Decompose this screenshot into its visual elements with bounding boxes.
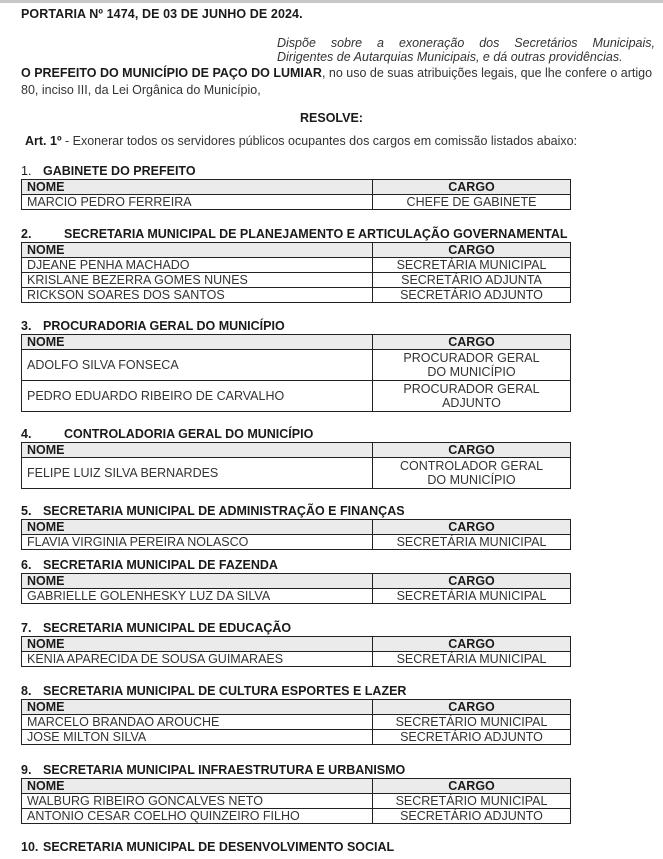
header-cargo: CARGO	[373, 443, 571, 458]
exoneration-table	[21, 636, 571, 667]
section-gabinete	[21, 164, 571, 210]
table-row: FELIPE LUIZ SILVA BERNARDES CONTROLADOR GERAL DO MUNICÍPIO	[22, 458, 571, 489]
header-cargo: CARGO	[373, 700, 571, 715]
table-row: PEDRO EDUARDO RIBEIRO DE CARVALHO PROCURADOR GERAL ADJUNTO	[22, 381, 571, 412]
section-title: 9. SECRETARIA MUNICIPAL INFRAESTRUTURA E URBANISMO	[21, 763, 406, 777]
top-divider	[0, 0, 663, 3]
header-cargo: CARGO	[373, 335, 571, 350]
section-title: 8. SECRETARIA MUNICIPAL DE CULTURA ESPORTES E LAZER	[21, 684, 407, 698]
header-cargo: CARGO	[373, 180, 571, 195]
section-title: 5. SECRETARIA MUNICIPAL DE ADMINISTRAÇÃO E FINANÇAS	[21, 504, 405, 518]
article-label: Art. 1º	[25, 134, 62, 148]
section-educacao	[21, 621, 571, 667]
section-planejamento	[21, 227, 571, 303]
header-nome: NOME	[22, 637, 373, 652]
ementa-line-2: Dirigentes de Autarquias Municipais, e dá outras providências.	[277, 50, 623, 64]
table-row: KRISLANE BEZERRA GOMES NUNES SECRETÁRIO ADJUNTA	[22, 273, 571, 288]
section-procuradoria	[21, 319, 571, 412]
resolve-heading: RESOLVE:	[300, 111, 363, 125]
header-nome: NOME	[22, 700, 373, 715]
section-fazenda	[21, 558, 571, 604]
exoneration-table	[21, 242, 571, 303]
exoneration-table	[21, 334, 571, 412]
ementa-line-1: Dispõe sobre a exoneração dos Secretários Municipais,	[277, 36, 655, 50]
article-1	[25, 134, 577, 148]
header-cargo: CARGO	[373, 243, 571, 258]
exoneration-table	[21, 699, 571, 745]
header-cargo: CARGO	[373, 520, 571, 535]
header-nome: NOME	[22, 180, 373, 195]
document-title: PORTARIA Nº 1474, DE 03 DE JUNHO DE 2024.	[21, 7, 303, 21]
ementa	[277, 36, 655, 64]
section-administracao	[21, 504, 571, 550]
section-desenvolvimento-social	[21, 840, 571, 855]
section-title: 6. SECRETARIA MUNICIPAL DE FAZENDA	[21, 558, 278, 572]
table-row: MARCIO PEDRO FERREIRA CHEFE DE GABINETE	[22, 195, 571, 210]
exoneration-table	[21, 442, 571, 489]
article-text: - Exonerar todos os servidores públicos ocupantes dos cargos em comissão listados abaixo:	[61, 134, 578, 148]
header-nome: NOME	[22, 520, 373, 535]
preamble-authority: O PREFEITO DO MUNICÍPIO DE PAÇO DO LUMIAR	[21, 66, 322, 80]
table-row: DJEANE PENHA MACHADO SECRETÁRIA MUNICIPAL	[22, 258, 571, 273]
table-row: JOSE MILTON SILVA SECRETÁRIO ADJUNTO	[22, 730, 571, 745]
section-infraestrutura	[21, 763, 571, 824]
section-controladoria	[21, 427, 571, 489]
table-row: ADOLFO SILVA FONSECA PROCURADOR GERAL DO MUNICÍPIO	[22, 350, 571, 381]
table-row: MARCELO BRANDAO AROUCHE SECRETÁRIO MUNICIPAL	[22, 715, 571, 730]
header-nome: NOME	[22, 574, 373, 589]
table-row: KENIA APARECIDA DE SOUSA GUIMARAES SECRETÁRIA MUNICIPAL	[22, 652, 571, 667]
section-title: 7. SECRETARIA MUNICIPAL DE EDUCAÇÃO	[21, 621, 292, 635]
table-row: GABRIELLE GOLENHESKY LUZ DA SILVA SECRETÁRIA MUNICIPAL	[22, 589, 571, 604]
exoneration-table	[21, 573, 571, 604]
header-nome: NOME	[22, 335, 373, 350]
header-nome: NOME	[22, 779, 373, 794]
table-row: FLAVIA VIRGINIA PEREIRA NOLASCO SECRETÁRIA MUNICIPAL	[22, 535, 571, 550]
header-cargo: CARGO	[373, 637, 571, 652]
section-title: 4. CONTROLADORIA GERAL DO MUNICÍPIO	[21, 427, 314, 441]
section-cultura	[21, 684, 571, 745]
header-nome: NOME	[22, 443, 373, 458]
table-row: RICKSON SOARES DOS SANTOS SECRETÁRIO ADJUNTO	[22, 288, 571, 303]
section-title: 1. GABINETE DO PREFEITO	[21, 164, 196, 178]
section-title: 10. SECRETARIA MUNICIPAL DE DESENVOLVIMENTO SOCIAL	[21, 840, 395, 854]
section-title: 2. SECRETARIA MUNICIPAL DE PLANEJAMENTO E ARTICULAÇÃO GOVERNAMENTAL	[21, 227, 568, 241]
table-row: WALBURG RIBEIRO GONCALVES NETO SECRETÁRIO MUNICIPAL	[22, 794, 571, 809]
header-cargo: CARGO	[373, 574, 571, 589]
header-cargo: CARGO	[373, 779, 571, 794]
table-row: ANTONIO CESAR COELHO QUINZEIRO FILHO SECRETÁRIO ADJUNTO	[22, 809, 571, 824]
section-title: 3. PROCURADORIA GERAL DO MUNICÍPIO	[21, 319, 285, 333]
exoneration-table	[21, 778, 571, 824]
preamble-text: , no uso de suas atribuições legais, que lhe confere o artigo 80, inciso III, da Lei Orgânica do Município,	[21, 66, 653, 97]
exoneration-table	[21, 179, 571, 210]
header-nome: NOME	[22, 243, 373, 258]
preamble	[21, 65, 661, 99]
exoneration-table	[21, 519, 571, 550]
